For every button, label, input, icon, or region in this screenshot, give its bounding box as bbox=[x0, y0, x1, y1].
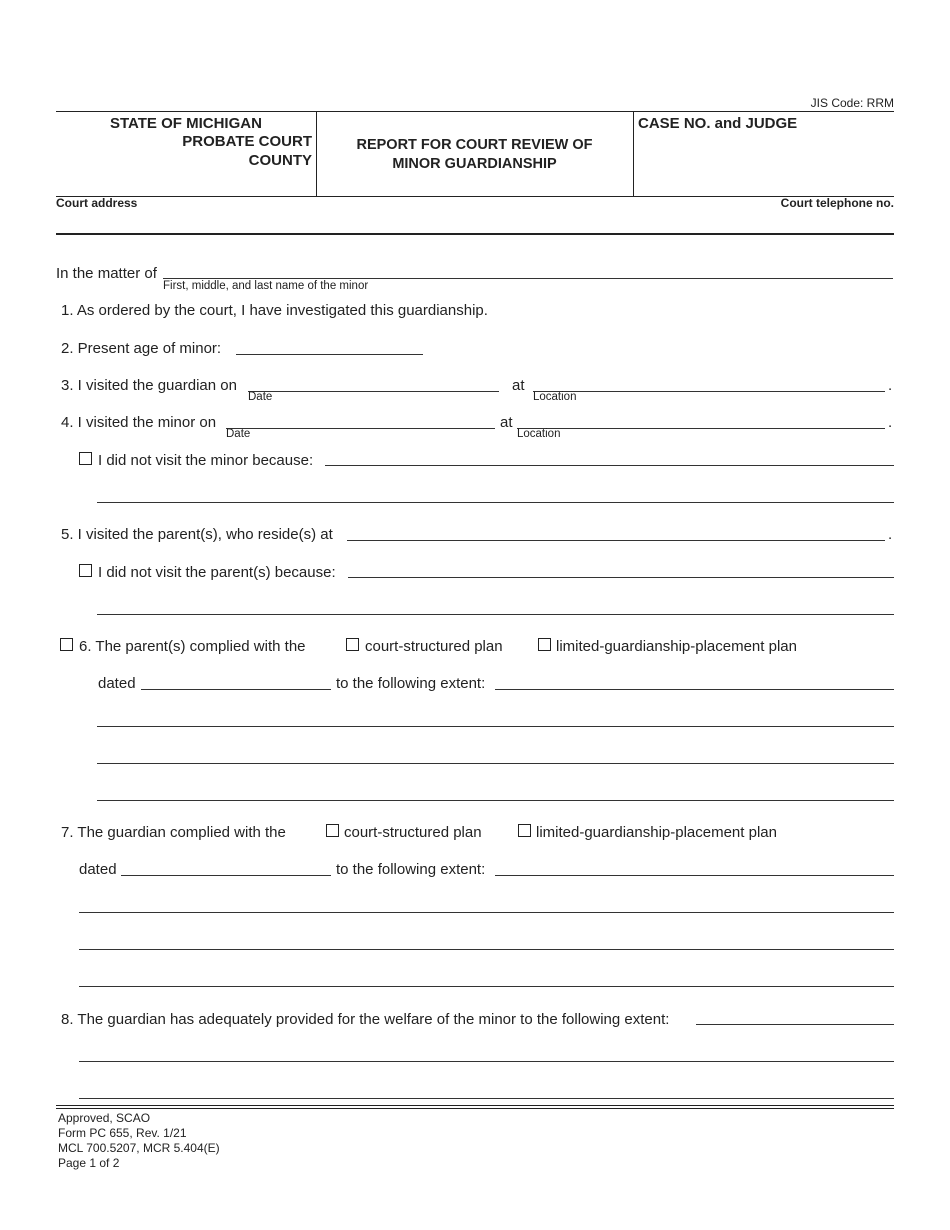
item-6-dated-field[interactable] bbox=[141, 674, 331, 690]
did-not-visit-minor-label: I did not visit the minor because: bbox=[98, 452, 314, 469]
item-7-limited-plan-checkbox[interactable] bbox=[518, 824, 531, 837]
item-7-extent-field-2[interactable] bbox=[79, 897, 894, 913]
item-7-court-plan-label: court-structured plan bbox=[344, 824, 482, 841]
minor-visit-location-sublabel: Location bbox=[517, 428, 561, 440]
header-top-rule bbox=[56, 111, 894, 112]
did-not-visit-minor-reason-field-2[interactable] bbox=[97, 487, 894, 503]
probate-court-label: PROBATE COURT bbox=[182, 133, 312, 150]
item-6-extent-field[interactable] bbox=[495, 674, 894, 690]
item-5-period: . bbox=[888, 526, 893, 543]
did-not-visit-parents-reason-field-2[interactable] bbox=[97, 599, 894, 615]
guardian-visit-date-field[interactable] bbox=[248, 376, 499, 392]
item-4-period: . bbox=[888, 414, 893, 431]
item-6-extent-field-4[interactable] bbox=[97, 785, 894, 801]
did-not-visit-minor-reason-field[interactable] bbox=[325, 450, 894, 466]
header-bottom-rule bbox=[56, 196, 894, 197]
guardian-visit-date-sublabel: Date bbox=[248, 391, 273, 403]
item-7-extent-field-4[interactable] bbox=[79, 971, 894, 987]
item-8-extent-field-2[interactable] bbox=[79, 1046, 894, 1062]
did-not-visit-parents-label: I did not visit the parent(s) because: bbox=[98, 564, 336, 581]
footer-approved: Approved, SCAO bbox=[58, 1111, 151, 1125]
item-8-extent-field[interactable] bbox=[696, 1009, 894, 1025]
address-bottom-rule bbox=[56, 233, 894, 235]
header-divider-right bbox=[633, 111, 634, 196]
jis-code: JIS Code: RRM bbox=[810, 96, 894, 110]
item-8-text: 8. The guardian has adequately provided for the welfare of the minor to the following extent: bbox=[61, 1011, 670, 1028]
case-no-label: CASE NO. and JUDGE bbox=[638, 115, 798, 132]
item-6-court-plan-label: court-structured plan bbox=[365, 638, 503, 655]
minor-visit-date-field[interactable] bbox=[226, 413, 495, 429]
minor-visit-date-sublabel: Date bbox=[226, 428, 251, 440]
footer-mcl: MCL 700.5207, MCR 5.404(E) bbox=[58, 1141, 220, 1155]
item-4-text: 4. I visited the minor on bbox=[61, 414, 217, 431]
did-not-visit-parents-reason-field[interactable] bbox=[348, 562, 894, 578]
state-label: STATE OF MICHIGAN bbox=[110, 115, 262, 132]
minor-visit-at: at bbox=[500, 414, 513, 431]
county-label: COUNTY bbox=[248, 152, 312, 169]
item-2-text: 2. Present age of minor: bbox=[61, 340, 222, 357]
item-7-limited-plan-label: limited-guardianship-placement plan bbox=[536, 824, 777, 841]
item-5-text: 5. I visited the parent(s), who reside(s) at bbox=[61, 526, 333, 543]
did-not-visit-parents-checkbox[interactable] bbox=[79, 564, 92, 577]
matter-label: In the matter of bbox=[56, 265, 157, 282]
item-6-dated-label: dated bbox=[98, 675, 136, 692]
item-1-text: 1. As ordered by the court, I have investigated this guardianship. bbox=[61, 302, 488, 319]
footer-form-number: Form PC 655, Rev. 1/21 bbox=[58, 1126, 187, 1140]
item-7-dated-label: dated bbox=[79, 861, 117, 878]
form-title-line2: MINOR GUARDIANSHIP bbox=[392, 156, 557, 172]
item-6-limited-plan-checkbox[interactable] bbox=[538, 638, 551, 651]
minor-name-field[interactable] bbox=[163, 263, 893, 279]
item-7-extent-field[interactable] bbox=[495, 860, 894, 876]
footer-rule-top bbox=[56, 1105, 894, 1106]
item-6-extent-field-3[interactable] bbox=[97, 748, 894, 764]
minor-visit-location-field[interactable] bbox=[517, 413, 885, 429]
item-8-extent-field-3[interactable] bbox=[79, 1083, 894, 1099]
footer-rule-bottom bbox=[56, 1108, 894, 1109]
item-7-text: 7. The guardian complied with the bbox=[61, 824, 286, 841]
guardian-visit-at: at bbox=[512, 377, 525, 394]
header-divider-left bbox=[316, 111, 317, 196]
item-6-limited-plan-label: limited-guardianship-placement plan bbox=[556, 638, 797, 655]
footer-page-number: Page 1 of 2 bbox=[58, 1156, 120, 1170]
item-6-court-plan-checkbox[interactable] bbox=[346, 638, 359, 651]
item-7-extent-field-3[interactable] bbox=[79, 934, 894, 950]
minor-name-sublabel: First, middle, and last name of the minor bbox=[163, 280, 369, 292]
parent-residence-field[interactable] bbox=[347, 525, 885, 541]
item-6-extent-field-2[interactable] bbox=[97, 711, 894, 727]
item-7-court-plan-checkbox[interactable] bbox=[326, 824, 339, 837]
item-3-period: . bbox=[888, 377, 893, 394]
court-telephone-label: Court telephone no. bbox=[780, 196, 894, 210]
item-6-checkbox[interactable] bbox=[60, 638, 73, 651]
item-6-extent-label: to the following extent: bbox=[336, 675, 486, 692]
minor-age-field[interactable] bbox=[236, 339, 423, 355]
court-address-label: Court address bbox=[56, 196, 138, 210]
item-7-extent-label: to the following extent: bbox=[336, 861, 486, 878]
did-not-visit-minor-checkbox[interactable] bbox=[79, 452, 92, 465]
item-3-text: 3. I visited the guardian on bbox=[61, 377, 237, 394]
guardian-visit-location-sublabel: Location bbox=[533, 391, 577, 403]
item-7-dated-field[interactable] bbox=[121, 860, 331, 876]
guardian-visit-location-field[interactable] bbox=[533, 376, 885, 392]
form-title-line1: REPORT FOR COURT REVIEW OF bbox=[356, 137, 593, 153]
item-6-text: 6. The parent(s) complied with the bbox=[79, 638, 306, 655]
